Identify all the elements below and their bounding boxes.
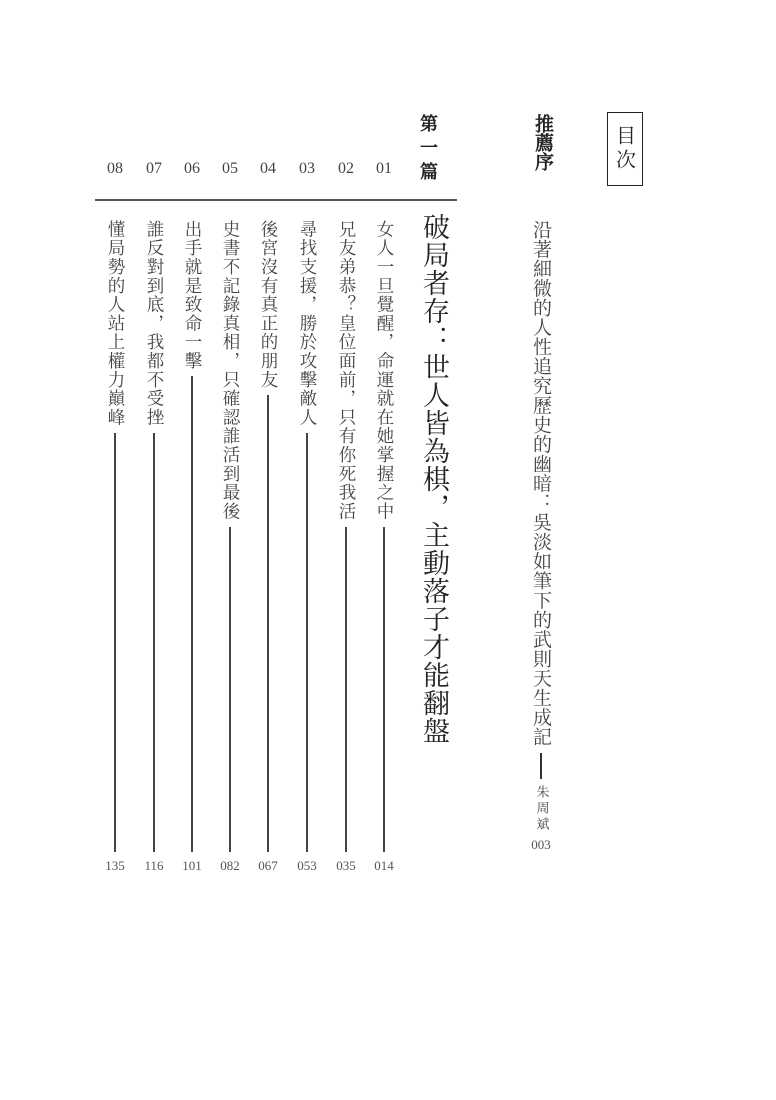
leader-line bbox=[191, 376, 193, 852]
chapter-number: 03 bbox=[299, 160, 315, 177]
chapter-entry[interactable] bbox=[219, 220, 241, 852]
chapter-number: 08 bbox=[107, 160, 123, 177]
chapter-entry[interactable] bbox=[181, 220, 203, 852]
dash-divider bbox=[540, 753, 542, 779]
leader-line bbox=[114, 433, 116, 852]
leader-line bbox=[345, 527, 347, 852]
toc-heading: 目次 bbox=[607, 112, 643, 186]
chapter-page: 082 bbox=[220, 858, 240, 873]
chapter-page: 053 bbox=[297, 858, 317, 873]
leader-line bbox=[383, 527, 385, 852]
chapter-number: 01 bbox=[376, 160, 392, 177]
chapter-page: 101 bbox=[182, 858, 202, 873]
chapter-title: 兄友弟恭？皇位面前，只有你死我活 bbox=[336, 220, 356, 521]
chapter-entry[interactable] bbox=[104, 220, 126, 852]
part-label: 第一篇 bbox=[417, 114, 438, 186]
preface-page: 003 bbox=[531, 836, 551, 852]
chapter-entry[interactable] bbox=[143, 220, 165, 852]
horizontal-rule bbox=[95, 199, 457, 201]
chapter-title: 出手就是致命一擊 bbox=[182, 220, 202, 371]
chapter-number: 07 bbox=[146, 160, 162, 177]
chapter-title: 女人一旦覺醒，命運就在她掌握之中 bbox=[374, 220, 394, 521]
chapter-number: 05 bbox=[222, 160, 238, 177]
chapter-entry[interactable] bbox=[335, 220, 357, 852]
leader-line bbox=[229, 527, 231, 852]
chapter-title: 後宮沒有真正的朋友 bbox=[258, 220, 278, 390]
chapter-title: 誰反對到底，我都不受挫 bbox=[144, 220, 164, 427]
chapter-title: 尋找支援，勝於攻擊敵人 bbox=[297, 220, 317, 427]
leader-line bbox=[306, 433, 308, 852]
chapter-page: 035 bbox=[336, 858, 356, 873]
chapter-entry[interactable] bbox=[296, 220, 318, 852]
chapter-page: 067 bbox=[258, 858, 278, 873]
preface-title: 沿著細微的人性追究歷史的幽暗：吳淡如筆下的武則天生成記 bbox=[530, 220, 552, 747]
chapter-number: 04 bbox=[260, 160, 276, 177]
chapter-entry[interactable] bbox=[257, 220, 279, 852]
chapter-number: 02 bbox=[338, 160, 354, 177]
chapter-page: 116 bbox=[144, 858, 164, 873]
chapter-entry[interactable] bbox=[373, 220, 395, 852]
preface-entry[interactable] bbox=[530, 220, 552, 860]
preface-author: 朱周斌 bbox=[533, 784, 549, 833]
preface-label: 推薦序 bbox=[532, 114, 554, 171]
leader-line bbox=[153, 433, 155, 852]
chapter-title: 史書不記錄真相，只確認誰活到最後 bbox=[220, 220, 240, 521]
leader-line bbox=[267, 395, 269, 852]
chapter-number: 06 bbox=[184, 160, 200, 177]
chapter-title: 懂局勢的人站上權力巔峰 bbox=[105, 220, 125, 427]
chapter-page: 135 bbox=[105, 858, 125, 873]
part-title: 破局者存：世人皆為棋，主動落子才能翻盤 bbox=[418, 213, 449, 745]
chapter-page: 014 bbox=[374, 858, 394, 873]
